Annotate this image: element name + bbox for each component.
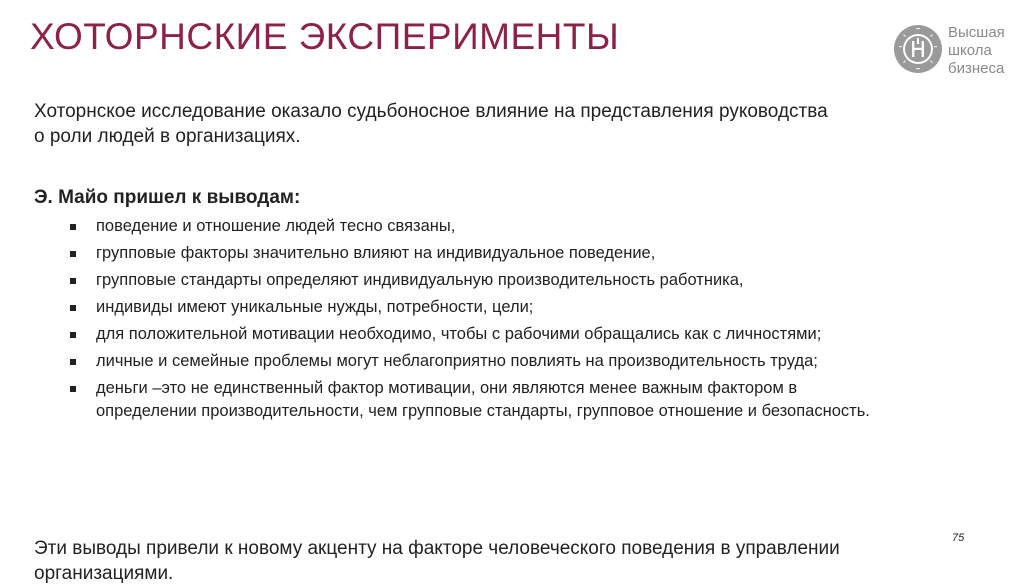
list-item-text: индивиды имеют уникальные нужды, потребности, цели; [96, 298, 534, 316]
intro-paragraph: Хоторнское исследование оказало судьбоносное влияние на представления руководства о роли людей в организациях. [34, 101, 828, 147]
list-item-text: деньги –это не единственный фактор мотивации, они являются менее важным фактором в определении производительности, чем групповые стандарты, групповое отношение и безопасность. [96, 379, 870, 420]
list-item [64, 323, 856, 346]
bullet-marker-icon [70, 251, 76, 257]
list-item-text: групповые стандарты определяют индивидуальную производительность работника, [96, 271, 744, 289]
slide-title: ХОТОРНСКИЕ ЭКСПЕРИМЕНТЫ [30, 16, 620, 57]
logo-text [948, 24, 1005, 78]
bullet-marker-icon [70, 305, 76, 311]
page-number: 75 [952, 532, 965, 544]
hse-emblem-icon [893, 24, 943, 74]
list-item [64, 350, 856, 373]
list-item-text: личные и семейные проблемы могут неблагоприятно повлиять на производительность труда; [96, 352, 818, 370]
list-item-text: групповые факторы значительно влияют на индивидуальное поведение, [96, 244, 656, 262]
list-item-text: поведение и отношение людей тесно связаны, [96, 217, 456, 235]
bullet-marker-icon [70, 359, 76, 365]
bullet-marker-icon [70, 224, 76, 230]
logo-text-line3: бизнеса [948, 60, 1005, 77]
logo-text-line1: Высшая [948, 24, 1005, 41]
bullet-marker-icon [70, 386, 76, 392]
list-item [64, 377, 896, 423]
bullet-marker-icon [70, 278, 76, 284]
summary-paragraph: Эти выводы привели к новому акценту на факторе человеческого поведения в управлении организациями. [34, 538, 840, 584]
conclusions-heading: Э. Майо пришел к выводам: [34, 187, 301, 208]
list-item-text: для положительной мотивации необходимо, чтобы с рабочими обращались как с личностями; [96, 325, 822, 343]
conclusions-list [64, 215, 944, 427]
list-item [64, 269, 944, 292]
list-item [64, 296, 944, 319]
list-item [64, 215, 944, 238]
hse-logo [893, 24, 1018, 80]
bullet-marker-icon [70, 332, 76, 338]
list-item [64, 242, 944, 265]
logo-text-line2: школа [948, 42, 992, 59]
